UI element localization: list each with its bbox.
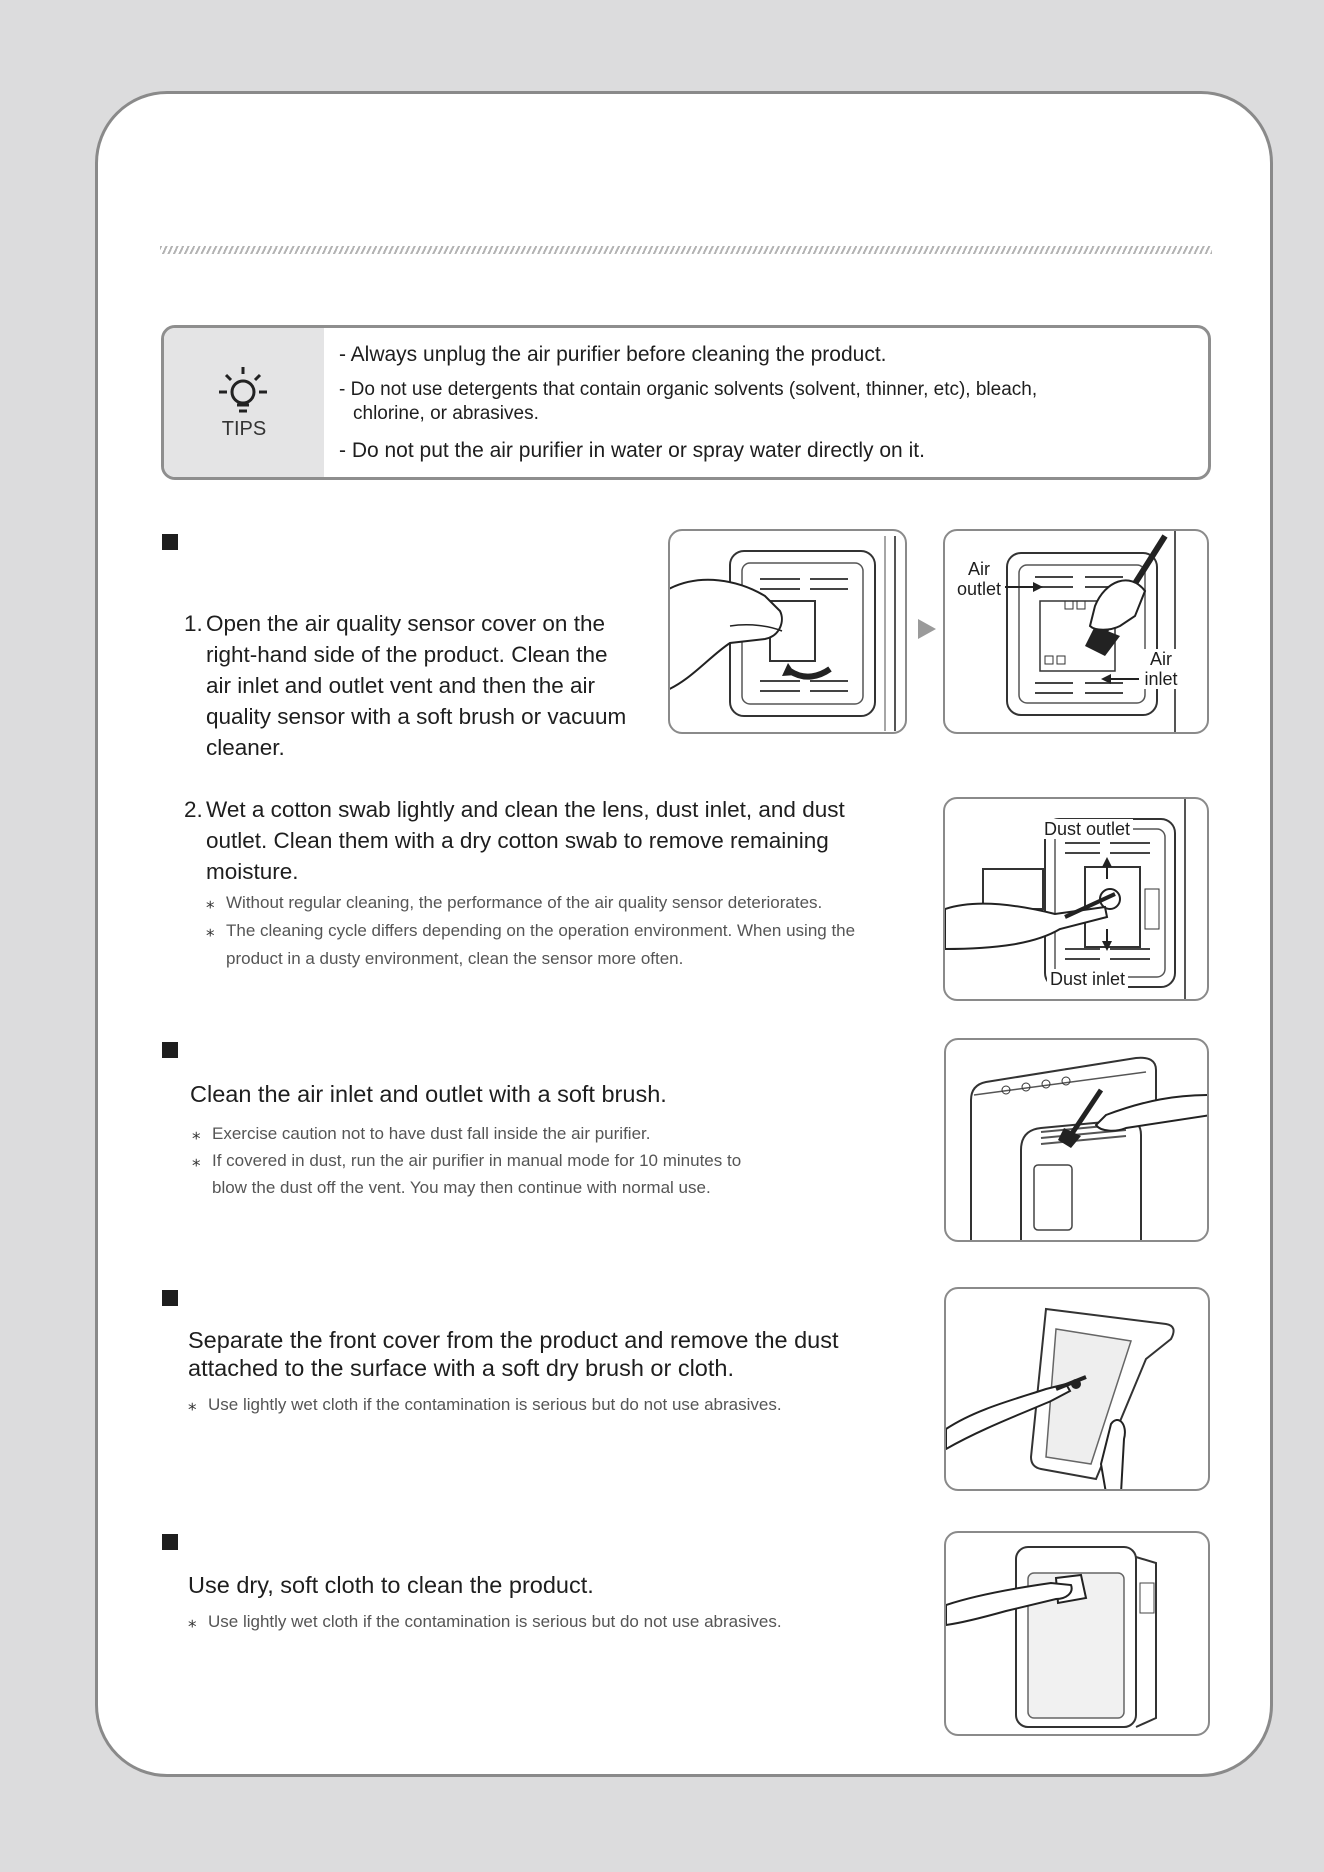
note-manual-mode-line1: If covered in dust, run the air purifier in manual mode for 10 minutes to	[212, 1151, 742, 1170]
note-cleaning-cycle-line2: product in a dusty environment, clean the sensor more often.	[226, 949, 684, 968]
figure-brush-vents	[944, 1038, 1209, 1242]
section-bullet-front-cover	[162, 1290, 178, 1306]
step-1-number: 1.	[184, 611, 203, 636]
label-air-inlet-line2: inlet	[1144, 669, 1178, 689]
note-manual-mode	[192, 1147, 892, 1174]
front-cover-lead	[188, 1326, 908, 1382]
label-air-outlet-line2: outlet	[956, 579, 1002, 599]
asterisk-icon: ⁎	[192, 1151, 201, 1170]
tip-water: - Do not put the air purifier in water or spray water directly on it.	[339, 439, 925, 462]
front-cover-lead-line1: Separate the front cover from the product and remove the dust	[188, 1327, 839, 1353]
note-manual-mode-cont	[192, 1174, 892, 1201]
asterisk-icon: ⁎	[188, 1612, 197, 1631]
step-2-line-2: outlet. Clean them with a dry cotton swab to remove remaining	[206, 828, 829, 853]
sensor-notes	[206, 889, 926, 973]
label-air-inlet-line1: Air	[1150, 649, 1172, 669]
vents-notes	[192, 1120, 892, 1201]
label-air-outlet	[953, 559, 1005, 599]
asterisk-icon: ⁎	[192, 1124, 201, 1143]
section-bullet-sensor	[162, 534, 178, 550]
sensor-cover-illustration	[670, 531, 907, 734]
step-2-line-1: Wet a cotton swab lightly and clean the lens, dust inlet, and dust	[206, 797, 845, 822]
tip-unplug: - Always unplug the air purifier before cleaning the product.	[339, 343, 887, 366]
body-lead: Use dry, soft cloth to clean the product.	[188, 1572, 594, 1598]
note-cleaning-cycle	[206, 917, 926, 945]
wipe-body-illustration	[946, 1533, 1210, 1736]
front-cover-illustration	[946, 1289, 1210, 1491]
note-cleaning-cycle-cont	[206, 945, 926, 973]
body-notes	[188, 1608, 908, 1636]
step-1-line-3: air inlet and outlet vent and then the air	[206, 673, 596, 698]
step-1-line-5: cleaner.	[206, 735, 285, 760]
asterisk-icon: ⁎	[188, 1395, 197, 1414]
note-dust-fall	[192, 1120, 892, 1147]
step-1-line-4: quality sensor with a soft brush or vacuum	[206, 704, 627, 729]
divider-hatch	[160, 246, 1212, 254]
tips-text	[339, 342, 1198, 464]
tips-sidebar	[164, 328, 324, 477]
note-regular-cleaning	[206, 889, 926, 917]
label-air-inlet	[1139, 649, 1183, 689]
figure-wipe-body	[944, 1531, 1210, 1736]
brush-vents-illustration	[946, 1040, 1209, 1242]
tips-box	[161, 325, 1211, 480]
tip-detergents-line2: chlorine, or abrasives.	[353, 403, 539, 424]
front-cover-lead-line2: attached to the surface with a soft dry brush or cloth.	[188, 1355, 735, 1381]
note-body-wet-cloth	[188, 1608, 908, 1636]
step-1-text	[184, 608, 654, 763]
note-regular-cleaning-text: Without regular cleaning, the performance of the air quality sensor deteriorates.	[226, 893, 823, 912]
tip-detergents	[339, 378, 1198, 426]
asterisk-icon: ⁎	[206, 921, 215, 940]
label-air-outlet-line1: Air	[968, 559, 990, 579]
next-arrow-icon	[918, 619, 936, 639]
step-1-line-2: right-hand side of the product. Clean the	[206, 642, 608, 667]
tip-detergents-line1: - Do not use detergents that contain organic solvents (solvent, thinner, etc), bleach,	[339, 379, 1038, 400]
note-wet-cloth-text: Use lightly wet cloth if the contamination is serious but do not use abrasives.	[208, 1395, 782, 1414]
step-2-line-3: moisture.	[206, 859, 299, 884]
figure-front-cover	[944, 1287, 1210, 1491]
section-bullet-vents	[162, 1042, 178, 1058]
lightbulb-icon	[217, 365, 269, 415]
figure-sensor-cover-open	[668, 529, 907, 734]
note-cleaning-cycle-line1: The cleaning cycle differs depending on the operation environment. When using the	[226, 921, 856, 940]
note-dust-fall-text: Exercise caution not to have dust fall inside the air purifier.	[212, 1124, 651, 1143]
section-bullet-body	[162, 1534, 178, 1550]
front-cover-notes	[188, 1391, 908, 1419]
label-dust-outlet: Dust outlet	[1041, 819, 1133, 839]
note-body-wet-cloth-text: Use lightly wet cloth if the contamination is serious but do not use abrasives.	[208, 1612, 782, 1631]
step-2-number: 2.	[184, 797, 203, 822]
tips-label: TIPS	[221, 418, 267, 440]
note-wet-cloth	[188, 1391, 908, 1419]
label-dust-inlet: Dust inlet	[1047, 969, 1128, 989]
note-manual-mode-line2: blow the dust off the vent. You may then continue with normal use.	[212, 1178, 711, 1197]
vents-lead: Clean the air inlet and outlet with a soft brush.	[190, 1081, 667, 1107]
figure-dust-sensor	[943, 797, 1209, 1001]
asterisk-icon: ⁎	[206, 893, 215, 912]
step-1-line-1: Open the air quality sensor cover on the	[206, 611, 605, 636]
step-2-text	[184, 794, 924, 887]
figure-sensor-brush	[943, 529, 1209, 734]
